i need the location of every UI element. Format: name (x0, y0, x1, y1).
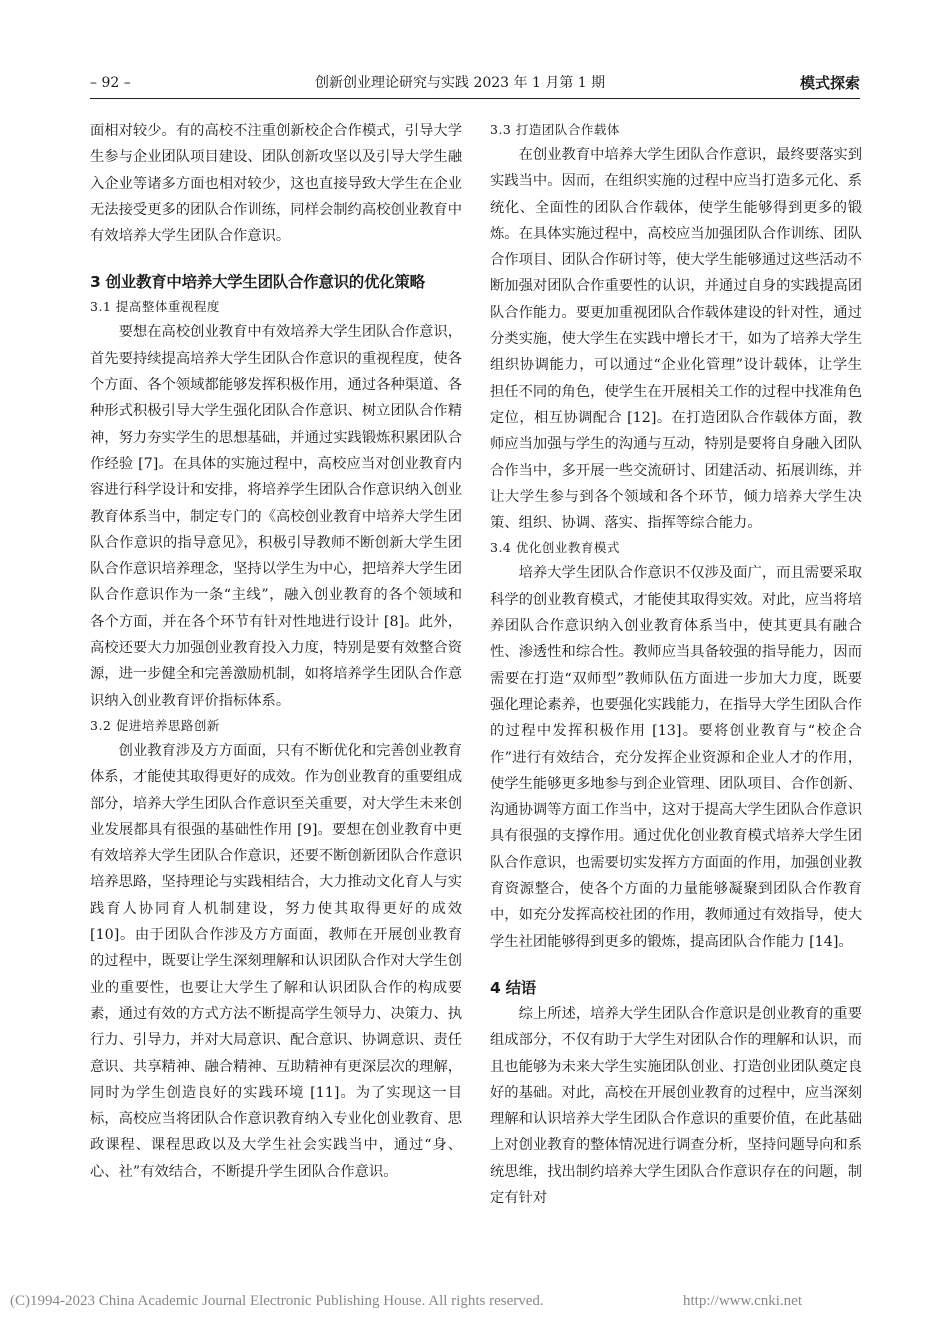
paragraph-3-2: 创业教育涉及方方面面，只有不断优化和完善创业教育体系，才能使其取得更好的成效。作为创业教育的重要组成部分，培养大学生团队合作意识至关重要，对大学生未来创业发展都具有很强的基础性作用 [9]。要想在创业教育中更有效培养大学生团队合作意识，还要不断创新团队合作意识培养思路，坚持理论与实践相结合，大力推动文化育人与实践育人协同育人机制建设，努力使其取得更好的成效 [10]。由于团队合作涉及方方面面，教师在开展创业教育的过程中，既要让学生深刻理解和认识团队合作对大学生创业的重要性，也要让大学生了解和认识团队合作的构成要素，通过有效的方式方法不断提高学生领导力、决策力、执行力、引导力，并对大局意识、配合意识、协调意识、责任意识、共享精神、融合精神、互助精神有更深层次的理解，同时为学生创造良好的实践环境 [11]。为了实现这一目标，高校应当将团队合作意识教育纳入专业化创业教育、思政课程、课程思政以及大学生社会实践当中，通过“身、心、社”有效结合，不断提升学生团队合作意识。 (90, 742, 462, 1180)
paragraph-4: 综上所述，培养大学生团队合作意识是创业教育的重要组成部分，不仅有助于大学生对团队合作的理解和认识，而且也能够为未来大学生实施团队创业、打造创业团队奠定良好的基础。对此，高校在开展创业教育的过程中，应当深刻理解和认识培养大学生团队合作意识的重要价值，在此基础上对创业教育的整体情况进行调查分析，坚持问题导向和系统思维，找出制约培养大学生团队合作意识存在的问题，制定有针对 (490, 1005, 862, 1206)
paragraph-continued: 面相对较少。有的高校不注重创新校企合作模式，引导大学生参与企业团队项目建设、团队创新攻坚以及引导大学生融入企业等诸多方面也相对较少，这也直接导致大学生在企业无法接受更多的团队合作训练，同样会制约高校创业教育中有效培养大学生团队合作意识。 (90, 123, 462, 245)
subsection-3-2-heading: 3.2 促进培养思路创新 (90, 717, 220, 733)
header-rule (90, 98, 860, 99)
journal-title: 创新创业理论研究与实践 2023 年 1 月第 1 期 (315, 75, 606, 91)
section-3-heading: 3 创业教育中培养大学生团队合作意识的优化策略 (90, 273, 425, 292)
subsection-3-3-heading: 3.3 打造团队合作载体 (490, 122, 620, 137)
paragraph-3-4: 培养大学生团队合作意识不仅涉及面广，而且需要采取科学的创业教育模式，才能使其取得实效。对此，应当将培养团队合作意识纳入创业教育体系当中，使其更具有融合性、渗透性和综合性。教师应当具备较强的指导能力，因而需要在打造“双师型”教师队伍方面进一步加大力度，既要强化理论素养，也要强化实践能力，在指导大学生团队合作的过程中发挥积极作用 [13]。要将创业教育与“校企合作”进行有效结合，充分发挥企业资源和企业人才的作用，使学生能够更多地参与到企业管理、团队项目、合作创新、沟通协调等方面工作当中，这对于提高大学生团队合作意识具有很强的支撑作用。通过优化创业教育模式培养大学生团队合作意识，也需要切实发挥方方面面的作用，加强创业教育资源整合，使各个方面的力量能够凝聚到团队合作教育中，如充分发挥高校社团的作用，教师通过有效指导，使大学生社团能够得到更多的锻炼，提高团队合作能力 [14]。 (490, 565, 862, 950)
paragraph-3-3: 在创业教育中培养大学生团队合作意识，最终要落实到实践当中。因而，在组织实施的过程中应当打造多元化、系统化、全面性的团队合作载体，使学生能够得到更多的锻炼。在具体实施过程中，高校应当加强团队合作训练、团队合作项目、团队合作研讨等，使大学生能够通过这些活动不断加强对团队合作重要性的认识，并通过自身的实践提高团队合作能力。要更加重视团队合作载体建设的针对性，通过分类实施，使大学生在实践中增长才干，如为了培养大学生组织协调能力，可以通过“企业化管理”设计载体，让学生担任不同的角色，使学生在开展相关工作的过程中找准角色定位，相互协调配合 [12]。在打造团队合作载体方面，教师应当加强与学生的沟通与互动，特别是要将自身融入团队合作当中，多开展一些交流研讨、团建活动、拓展训练，并让大学生参与到各个领域和各个环节，倾力培养大学生决策、组织、协调、落实、指挥等综合能力。 (490, 147, 862, 532)
left-column (90, 118, 462, 1185)
paragraph-3-1: 要想在高校创业教育中有效培养大学生团队合作意识，首先要持续提高培养大学生团队合作意识的重视程度，使各个方面、各个领域都能够发挥积极作用，通过各种渠道、各种形式积极引导大学生强化团队合作意识、树立团队合作精神，努力夯实学生的思想基础，并通过实践锻炼积累团队合作经验 [7]。在具体的实施过程中，高校应当对创业教育内容进行科学设计和安排，将培养学生团队合作意识纳入创业教育体系当中，制定专门的《高校创业教育中培养大学生团队合作意识的指导意见》，积极引导教师不断创新大学生团队合作意识培养理念，坚持以学生为中心，把培养大学生团队合作意识作为一条“主线”，融入创业教育的各个领域和各个方面，并在各个环节有针对性地进行设计 [8]。此外，高校还要大力加强创业教育投入力度，特别是要有效整合资源，进一步健全和完善激励机制，如将培养学生团队合作意识纳入创业教育评价指标体系。 (90, 324, 462, 709)
subsection-3-1-heading: 3.1 提高整体重视程度 (90, 299, 220, 315)
copyright-text: (C)1994-2023 China Academic Journal Electronic Publishing House. All rights reserved. (10, 1293, 544, 1309)
footer-url: http://www.cnki.net (682, 1293, 802, 1309)
section-label: 模式探索 (799, 74, 860, 92)
page-number: – 92 – (90, 75, 131, 91)
right-column (490, 118, 862, 1211)
subsection-3-4-heading: 3.4 优化创业教育模式 (490, 540, 620, 556)
section-4-heading: 4 结语 (490, 978, 536, 997)
copyright-footer (10, 1293, 940, 1310)
running-header (90, 68, 860, 98)
